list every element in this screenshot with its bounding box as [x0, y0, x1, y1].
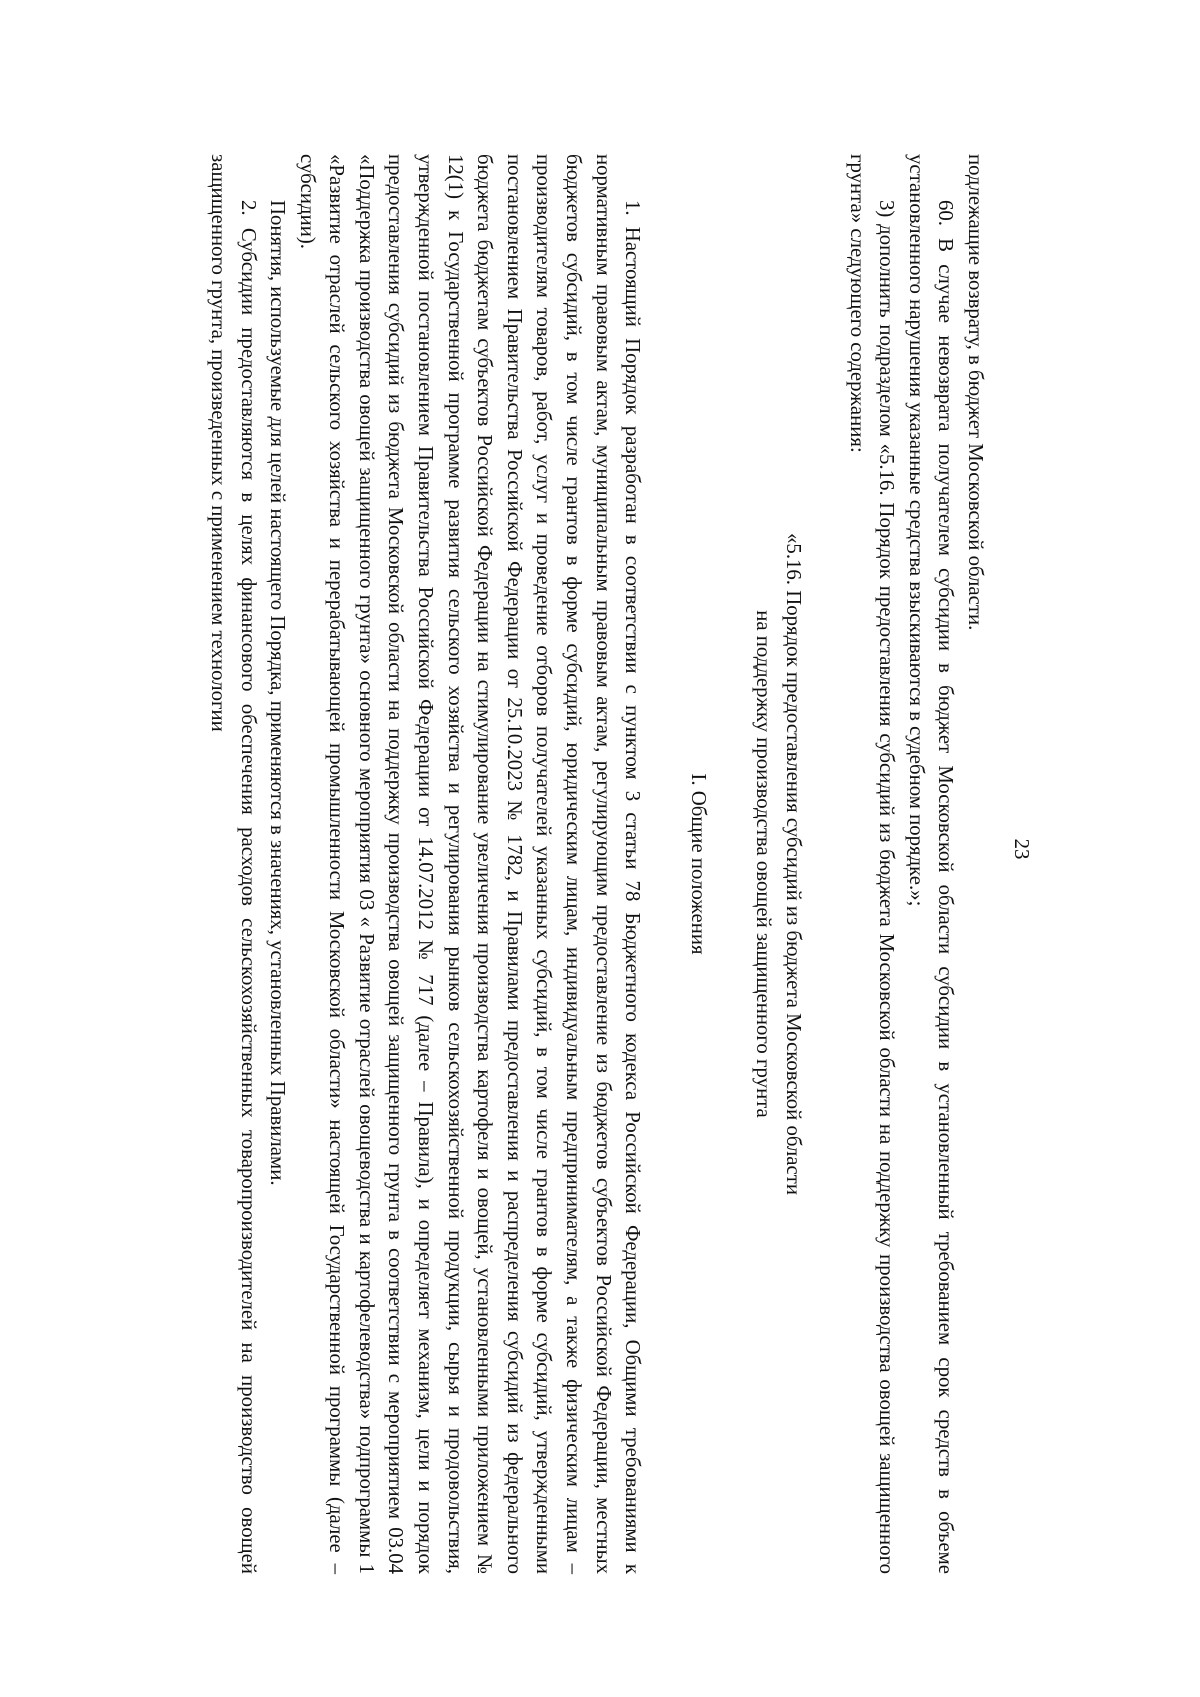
- paragraph-definitions: Понятия, используемые для целей настоящего Порядка, применяются в значениях, установленных Правилами.: [266, 200, 290, 1186]
- subsection-heading-line-1: «5.16. Порядок предоставления субсидий из бюджета Московской области: [782, 533, 806, 1195]
- subsection-heading: [749, 154, 808, 1574]
- rotated-content: [40, 64, 1033, 1634]
- paragraph-1: 1. Настоящий Порядок разработан в соответствии с пунктом 3 статьи 78 Бюджетного кодекса Российской Федерации, Общими требованиями к нормативным правовым актам, муниципальным правовым актам, регулирующим предоставление из бюджетов субъектов Российской Федерации, местных бюджетов субсидий, в том числе грантов в форме субсидий, юридическим лицам, индивидуальным предпринимателям, а также физическим лицам – производителям товаров, работ, услуг и проведение отборов получателей указанных субсидий, в том числе грантов в форме субсидий, утвержденными постановлением Правительства Российской Федерации от 25.10.2023 № 1782, и Правилами предоставления и распределения субсидий из федерального бюджета бюджетам субъектов Российской Федерации на стимулирование увеличения производства картофеля и овощей, установленными приложением № 12(1) к Государственной программе развития сельского хозяйства и регулирования рынков сельскохозяйственной продукции, сырья и продовольствия, утвержденной постановлением Правительства Российской Федерации от 14.07.2012 № 717 (далее – Правила), и определяет механизм, цели и порядок предоставления субсидий из бюджета Московской области на поддержку производства овощей защищенного грунта в соответствии с мероприятием 03.04 «Поддержка производства овощей защищенного грунта» основного мероприятия 03 « Развитие отраслей овощеводства и картофелеводства» подпрограммы 1 «Развитие отраслей сельского хозяйства и перерабатывающей промышленности Московской области» настоящей Государственной программы (далее – субсидии).: [295, 154, 645, 1574]
- text-block: [203, 154, 990, 1574]
- page-number: 23: [1010, 838, 1033, 860]
- section-title: I. Общие положения: [686, 773, 710, 955]
- paragraph-2: 2. Субсидии предоставляются в целях финансового обеспечения расходов сельскохозяйственных товаропроизводителей на производство овощей защищенного грунта, произведенных с применением технологии: [206, 154, 260, 1574]
- paragraph-amendment-3: 3) дополнить подразделом «5.16. Порядок предоставления субсидий из бюджета Московской области на поддержку производства овощей защищенного грунта» следующего содержания:: [845, 154, 899, 1574]
- paragraph-continuation: подлежащие возврату, в бюджет Московской области.: [964, 154, 987, 631]
- subsection-heading-line-2: на поддержку производства овощей защищенного грунта: [752, 610, 776, 1118]
- paragraph-60: 60. В случае невозврата получателем субсидии в бюджет Московской области субсидии в установленный требованием срок средств в объеме установленного нарушения указанные средства взыскиваются в судебном порядке.»;: [904, 154, 958, 1574]
